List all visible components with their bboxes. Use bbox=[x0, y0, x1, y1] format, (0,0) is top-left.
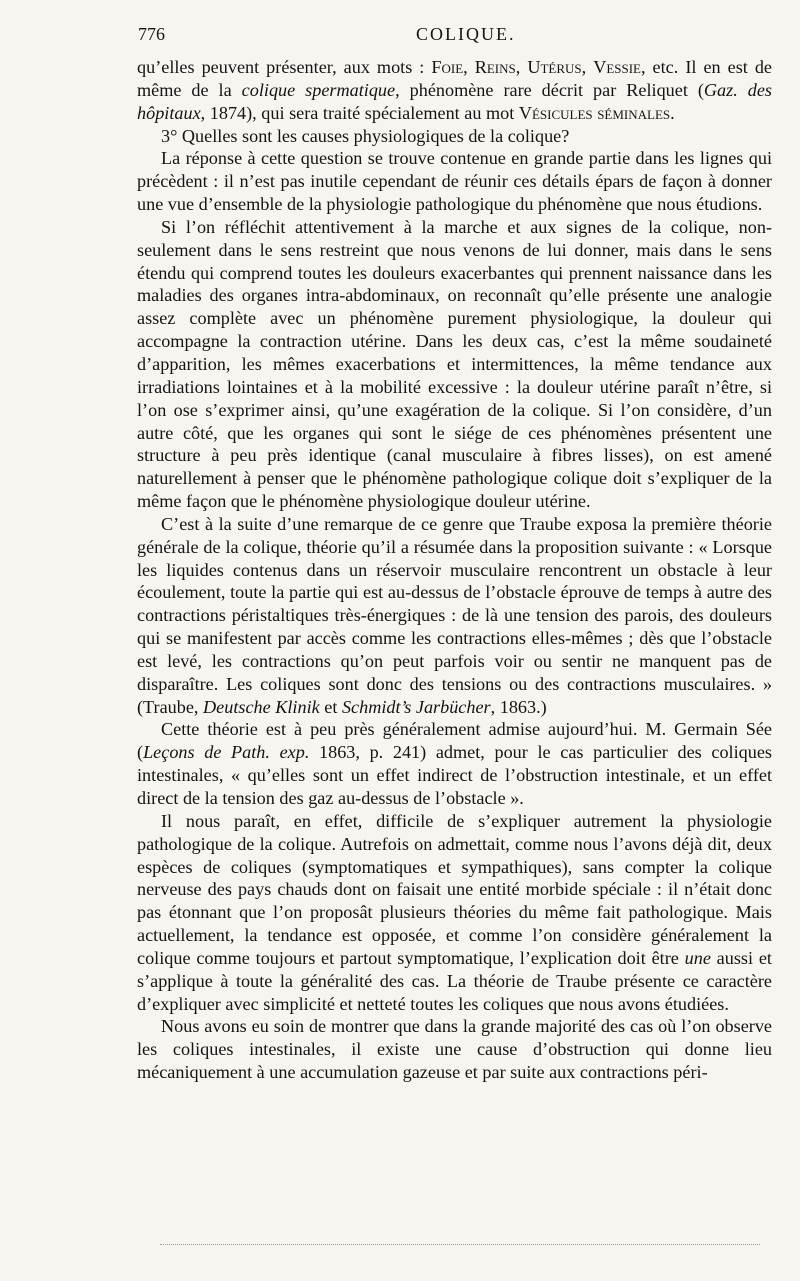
text-run: Si l’on réfléchit attentivement à la marche et aux signes de la colique, non-seulement dans le sens restreint que nous venons de lui donner, mais dans le sens étendu qui comprend toutes les douleurs exacerbantes qui prennent naissance dans les maladies des organes intra-abdominaux, on reconnaît qu’elle présente une analogie assez complète avec un phénomène purement physiologique, la douleur qui accompagne la contraction utérine. Dans les deux cas, c’est la même soudaineté d’apparition, les mêmes exacerbations et intermittences, la même tendance aux irradiations lointaines et à la mobilité excessive : la douleur utérine paraît n’être, si l’on ose s’exprimer ainsi, qu’une exagération de la colique. Si l’on considère, d’un autre côté, que les organes qui sont le siége de ces phénomènes présentent une structure à peu près identique (canal musculaire à fibres lisses), on est amené naturellement à penser que le phénomène pathologique colique doit s’expliquer de la même façon que le phénomène physiologique douleur utérine. bbox=[137, 216, 772, 512]
paragraph bbox=[137, 147, 772, 216]
text-run: aussi et s’applique à toute la généralité des cas. La théorie de Traube présente ce caractère d’expliquer avec simplicité et netteté toutes les coliques que nous avons étudiées. bbox=[137, 947, 772, 1014]
footer-rule bbox=[160, 1244, 760, 1245]
text-run: 3° Quelles sont les causes physiologiques de la colique? bbox=[161, 125, 570, 146]
text-run: , bbox=[515, 57, 528, 77]
small-caps-text: Foie bbox=[431, 57, 464, 77]
italic-text: Deutsche Klinik bbox=[203, 696, 320, 717]
italic-text: une bbox=[684, 947, 711, 968]
paragraph bbox=[137, 513, 772, 719]
text-run: , etc. Il en est de même de la bbox=[137, 57, 772, 100]
text-run: Nous avons eu soin de montrer que dans la grande majorité des cas où l’on observe les coliques intestinales, il existe une cause d’obstruction qui donne lieu mécaniquement à une accumulation gazeuse et par suite aux contractions péri- bbox=[137, 1016, 772, 1083]
text-run: La réponse à cette question se trouve contenue en grande partie dans les lignes qui précèdent : il n’est pas inutile cependant de réunir ces détails épars de façon à donner une vue d’ensemble de la physiologie pathologique du phénomène que nous étudions. bbox=[137, 148, 772, 215]
body-text bbox=[137, 56, 772, 1084]
paragraph bbox=[137, 1015, 772, 1084]
paragraph bbox=[137, 125, 772, 148]
small-caps-text: Vessie bbox=[593, 57, 641, 77]
paragraph bbox=[137, 718, 772, 809]
italic-text: Leçons de Path. exp. bbox=[143, 742, 310, 763]
text-run: qu’elles peuvent présenter, aux mots : bbox=[137, 57, 432, 77]
running-title: COLIQUE. bbox=[416, 24, 516, 44]
text-run: 1863, p. 241) admet, pour le cas particulier des coliques intestinales, « qu’elles sont un effet indirect de l’obstruction intestinale, et un effet direct de la tension des gaz au-dessus de l’obstacle ». bbox=[137, 742, 772, 808]
paragraph bbox=[137, 810, 772, 1016]
text-run: , phénomène rare décrit par Reliquet ( bbox=[395, 79, 704, 100]
italic-text: Gaz. des hôpitaux bbox=[137, 79, 772, 123]
small-caps-text: Reins bbox=[474, 57, 516, 77]
text-run: , 1874), qui sera traité spécialement au mot bbox=[200, 102, 519, 123]
text-run: , 1863.) bbox=[490, 696, 547, 717]
text-run: . bbox=[670, 102, 675, 123]
page-header bbox=[138, 24, 770, 54]
text-run: et bbox=[319, 696, 342, 717]
paragraph bbox=[137, 216, 772, 513]
text-run: , bbox=[581, 57, 594, 77]
text-run: , bbox=[463, 57, 475, 77]
italic-text: Schmidt’s Jarbücher bbox=[341, 696, 491, 717]
text-run: Cette théorie est à peu près généralement admise aujourd’hui. M. Germain Sée ( bbox=[137, 719, 772, 763]
page-number: 776 bbox=[138, 24, 165, 44]
italic-text: colique spermatique bbox=[241, 79, 396, 100]
small-caps-text: Utérus bbox=[527, 57, 582, 77]
text-run: Il nous paraît, en effet, difficile de s’expliquer autrement la physiologie pathologique de la colique. Autrefois on admettait, comme nous l’avons déjà dit, deux espèces de coliques (symptomatiques et sympathiques), sans compter la colique nerveuse des pays chauds dont on faisait une entité morbide spéciale : il n’était donc pas étonnant que l’on proposât plusieurs théories du même fait pathologique. Mais actuellement, la tendance est opposée, et comme l’on considère généralement la colique comme toujours et partout symptomatique, l’explication doit être bbox=[137, 810, 772, 968]
paragraph bbox=[137, 56, 772, 125]
small-caps-text: Vésicules séminales bbox=[518, 102, 671, 123]
text-run: C’est à la suite d’une remarque de ce genre que Traube exposa la première théorie générale de la colique, théorie qu’il a résumée dans la proposition suivante : « Lorsque les liquides contenus dans un réservoir musculaire rencontrent un obstacle à leur écoulement, toute la partie qui est au-dessus de l’obstacle éprouve de temps à autre des contractions péristaltiques très-énergiques : de là une tension des parois, des douleurs qui se manifestent par accès comme les contractions elles-mêmes ; dès que l’obstacle est levé, les contractions qu’on peut parfois voir ou sentir ne manquent pas de disparaître. Les coliques sont donc des tensions ou des contractions musculaires. » (Traube, bbox=[137, 513, 772, 717]
